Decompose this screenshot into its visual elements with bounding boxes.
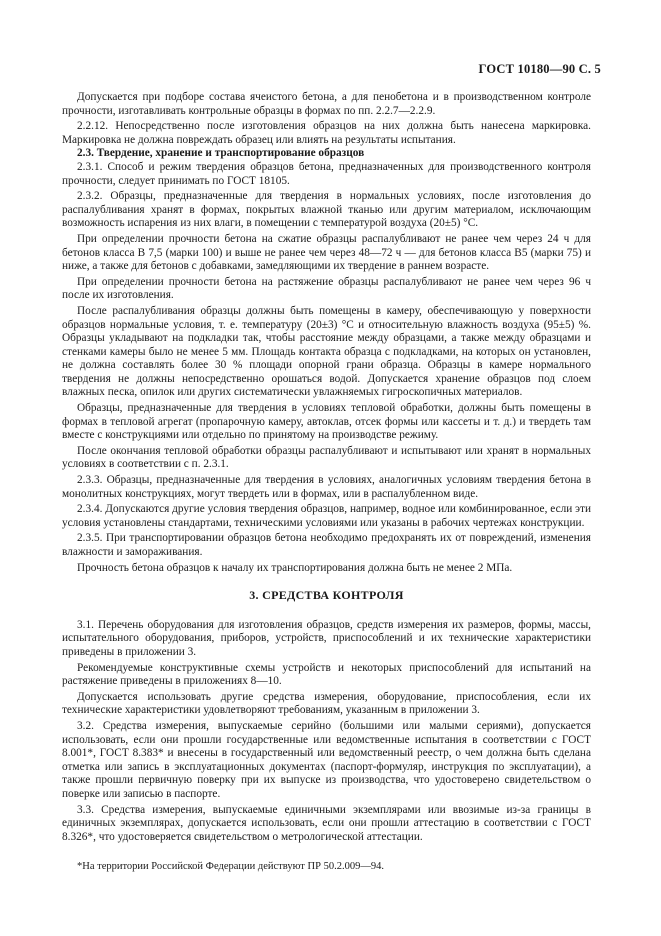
section-3-content bbox=[62, 619, 591, 845]
section-2-content bbox=[62, 91, 591, 575]
paragraph: 2.2.12. Непосредственно после изготовления образцов на них должна быть нанесена маркировка. Маркировка не должна повреждать образец или влиять на результаты испытания. bbox=[62, 120, 591, 146]
paragraph: Прочность бетона образцов к началу их транспортирования должна быть не менее 2 МПа. bbox=[77, 561, 513, 574]
paragraph: 2.3.2. Образцы, предназначенные для твердения в нормальных условиях, после изготовления до распалубливания хранят в формах, покрытых влажной тканью или другим материалом, исключающим возможность испарения из них влаги, в помещении с температурой воздуха (20±5) °С. bbox=[62, 190, 591, 230]
paragraph: При определении прочности бетона на растяжение образцы распалубливают не ранее чем через 96 ч после их изготовления. bbox=[62, 275, 591, 302]
paragraph: 2.3.3. Образцы, предназначенные для твердения в условиях, аналогичных условиям твердения бетона в монолитных конструкциях, могут твердеть или в формах, или в распалубленном виде. bbox=[62, 474, 591, 500]
paragraph: 3.2. Средства измерения, выпускаемые серийно (большими или малыми сериями), допускается использовать, если они прошли государственные или ведомственные испытания в соответствии с ГОСТ 8.001*, ГОСТ 8.383* и внесены в государственный или ведомственный реестр, о чем должна быть сделана отметка или запись в эксплуатационных документах (паспорт-формуляр, инструкция по эксплуатации), а также прошли первичную поверку при их выпуске из производства, что удостоверено свидетельством о поверке или записью в паспорте. bbox=[62, 719, 591, 800]
paragraph: 2.3.4. Допускаются другие условия твердения образцов, например, водное или комбинированное, если эти условия установлены стандартами, техническими условиями или указаны в рабочих чертежах конструкции. bbox=[62, 503, 591, 529]
paragraph: При определении прочности бетона на сжатие образцы распалубливают не ранее чем через 24 ч для бетонов класса В 7,5 (марки 100) и выше не ранее чем через 48—72 ч — для бетонов класса В5 (марки 75) и ниже, а также для бетонов с добавками, замедляющими их твердение в раннем возрасте. bbox=[62, 232, 591, 273]
page-header: ГОСТ 10180—90 С. 5 bbox=[478, 62, 601, 76]
paragraph: Рекомендуемые конструктивные схемы устройств и некоторых приспособлений для испытаний на растяжение приведены в приложениях 8—10. bbox=[62, 661, 591, 688]
paragraph: 2.3.1. Способ и режим твердения образцов бетона, предназначенных для производственного контроля прочности, следует принимать по ГОСТ 18105. bbox=[62, 160, 591, 187]
paragraph: 3.1. Перечень оборудования для изготовления образцов, средств измерения их размеров, формы, массы, испытательного оборудования, приборов, устройств, приспособлений и их технические характеристики приведены в приложении 3. bbox=[62, 618, 591, 658]
paragraph: Допускается использовать другие средства измерения, оборудование, приспособления, если их технические характеристики удовлетворяют требованиям, указанным в приложении 3. bbox=[62, 690, 591, 717]
paragraph: Допускается при подборе состава ячеистого бетона, а для пенобетона и в производственном контроле прочности, изготавливать контрольные образцы в формах по пп. 2.2.7—2.2.9. bbox=[62, 91, 591, 117]
paragraph: 3.3. Средства измерения, выпускаемые единичными экземплярами или ввозимые из-за границы в единичных экземплярах, допускается использовать, если они прошли аттестацию в соответствии с ГОСТ 8.326*, что удостоверяется свидетельством о метрологической аттестации. bbox=[62, 803, 591, 843]
paragraph: После распалубливания образцы должны быть помещены в камеру, обеспечивающую у поверхности образцов нормальные условия, т. е. температуру (20±3) °С и относительную влажность воздуха (95±5) %. Образцы укладывают на подкладки так, чтобы расстояние между образцами, а также между образцами и стенками камеры было не менее 5 мм. Площадь контакта образца с подкладками, на которых он установлен, не должна составлять более 30 % площади опорной грани образца. Образцы в камере нормального твердения не должны непосредственно орошаться водой. Допускается хранение образцов под слоем влажных песка, опилок или других систематически увлажняемых гигроскопичных материалов. bbox=[62, 304, 591, 399]
section-title: 3. СРЕДСТВА КОНТРОЛЯ bbox=[249, 588, 404, 603]
paragraph: 2.3.5. При транспортировании образцов бетона необходимо предохранять их от повреждений, изменения влажности и замораживания. bbox=[62, 532, 591, 558]
footnote: *На территории Российской Федерации действуют ПР 50.2.009—94. bbox=[77, 861, 384, 873]
paragraph: Образцы, предназначенные для твердения в условиях тепловой обработки, должны быть помещены в формах в тепловой агрегат (пропарочную камеру, автоклав, отсек формы или кассеты и т. д.) и твердеть там вместе с конструкциями или отдельно по принятому на производстве режиму. bbox=[62, 402, 591, 442]
paragraph: После окончания тепловой обработки образцы распалубливают и испытывают или хранят в нормальных условиях в соответствии с п. 2.3.1. bbox=[62, 444, 591, 471]
document-body bbox=[62, 91, 591, 874]
subsection-heading: 2.3. Твердение, хранение и транспортирование образцов bbox=[77, 147, 365, 160]
